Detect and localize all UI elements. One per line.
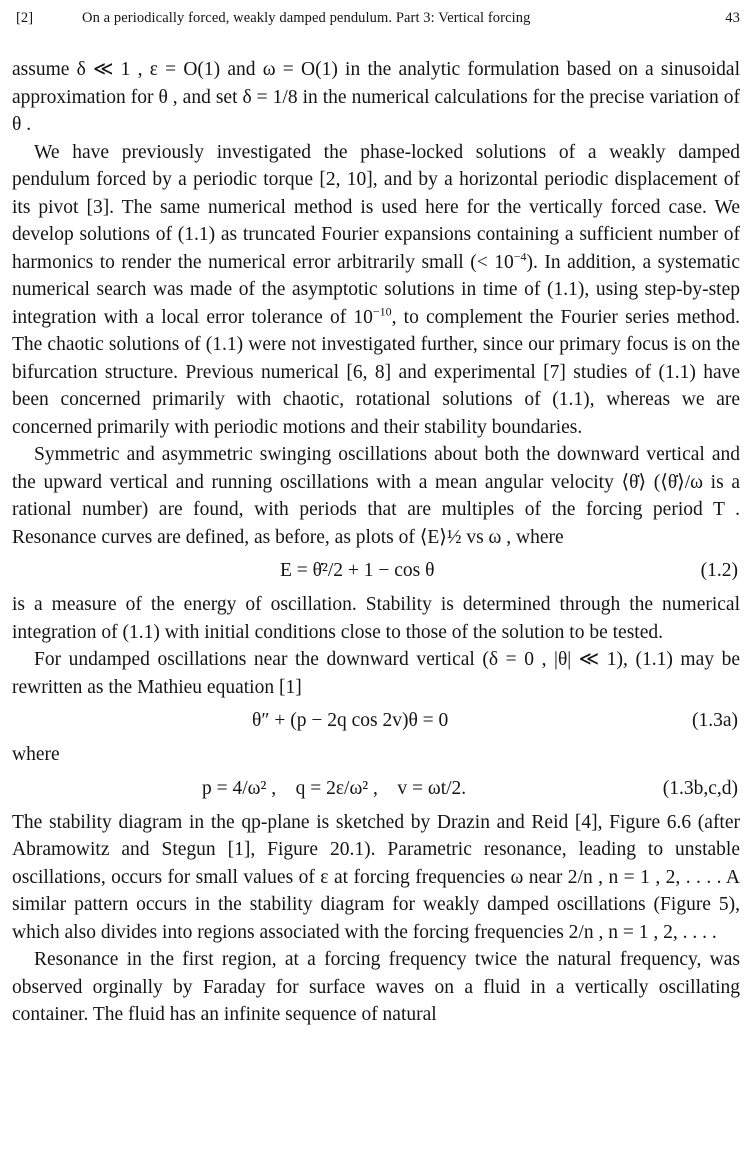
paragraph-4: is a measure of the energy of oscillation. Stability is determined through the numerical integration of (1.1) with initial conditions close to those of the solution to be tested. [12, 594, 740, 643]
equation-1-3b-expr: p = 4/ω² , q = 2ε/ω² , v = ωt/2. [202, 777, 467, 799]
paragraph-5: For undamped oscillations near the downward vertical (δ = 0 , |θ| ≪ 1), (1.1) may be rewritten as the Mathieu equation [1] [12, 649, 740, 698]
where-label: where [12, 744, 60, 765]
equation-1-3b-number: (1.3b,c,d) [662, 777, 738, 799]
paragraph-6: The stability diagram in the qp-plane is sketched by Drazin and Reid [4], Figure 6.6 (after Abramowitz and Stegun [1], Figure 20.1). Parametric resonance, leading to unstable oscillations, occurs for small values of ε at forcing frequencies ω near 2/n , n = 1 , 2, . . . . A similar pattern occurs in the stability diagram for weakly damped oscillations (Figure 5), which also divides into regions associated with the forcing frequencies 2/n , n = 1 , 2, . . . . [12, 811, 740, 943]
paragraph-1: assume δ ≪ 1 , ε = O(1) and ω = O(1) in the analytic formulation based on a sinusoidal approximation for θ , and set δ = 1/8 in the numerical calculations for the precise variation of θ . [12, 59, 740, 135]
equation-1-2 [12, 557, 740, 585]
equation-1-3b [12, 775, 740, 803]
page-number: 43 [725, 10, 740, 26]
paragraph-3: Symmetric and asymmetric swinging oscillations about both the downward vertical and the upward vertical and running oscillations with a mean angular velocity ⟨θ̇⟩ (⟨θ̇⟩/ω is a rational number) are found, with periods that are multiples of the forcing period T . Resonance curves are defined, as before, as plots of ⟨E⟩½ vs ω , where [12, 444, 740, 548]
equation-1-3a [12, 707, 740, 735]
equation-1-3a-expr: θ″ + (p − 2q cos 2v)θ = 0 [252, 710, 449, 731]
running-header [12, 8, 740, 32]
paragraph-7: Resonance in the first region, at a forcing frequency twice the natural frequency, was observed orginally by Faraday for surface waves on a fluid in a vertically oscillating container. The fluid has an infinite sequence of natural [12, 949, 740, 1025]
body-text [12, 56, 740, 1029]
header-ref: [2] [16, 10, 34, 26]
header-title: On a periodically forced, weakly damped pendulum. Part 3: Vertical forcing [82, 10, 531, 26]
equation-1-3a-number: (1.3a) [691, 710, 738, 731]
paragraph-2: We have previously investigated the phase-locked solutions of a weakly damped pendulum forced by a periodic torque [2, 10], and by a horizontal periodic displacement of its pivot [3]. The same numerical method is used here for the vertically forced case. We develop solutions of (1.1) as truncated Fourier expansions containing a sufficient number of harmonics to render the numerical error arbitrarily small (< $10^{-4}$). In addition, a systematic numerical search was made of the asymptotic solutions in time of (1.1), using step-by-step integration with a local error tolerance of $10^{-10}$, to complement the Fourier series method. The chaotic solutions of (1.1) were not investigated further, since our primary focus is on the bifurcation structure. Previous numerical [6, 8] and experimental [7] studies of (1.1) have been concerned primarily with chaotic, rotational solutions of (1.1), whereas we are concerned primarily with periodic motions and their stability boundaries. [12, 141, 740, 438]
equation-1-2-expr: E = θ̇²/2 + 1 − cos θ [280, 560, 435, 581]
equation-1-2-number: (1.2) [700, 560, 738, 581]
page [12, 8, 740, 1025]
